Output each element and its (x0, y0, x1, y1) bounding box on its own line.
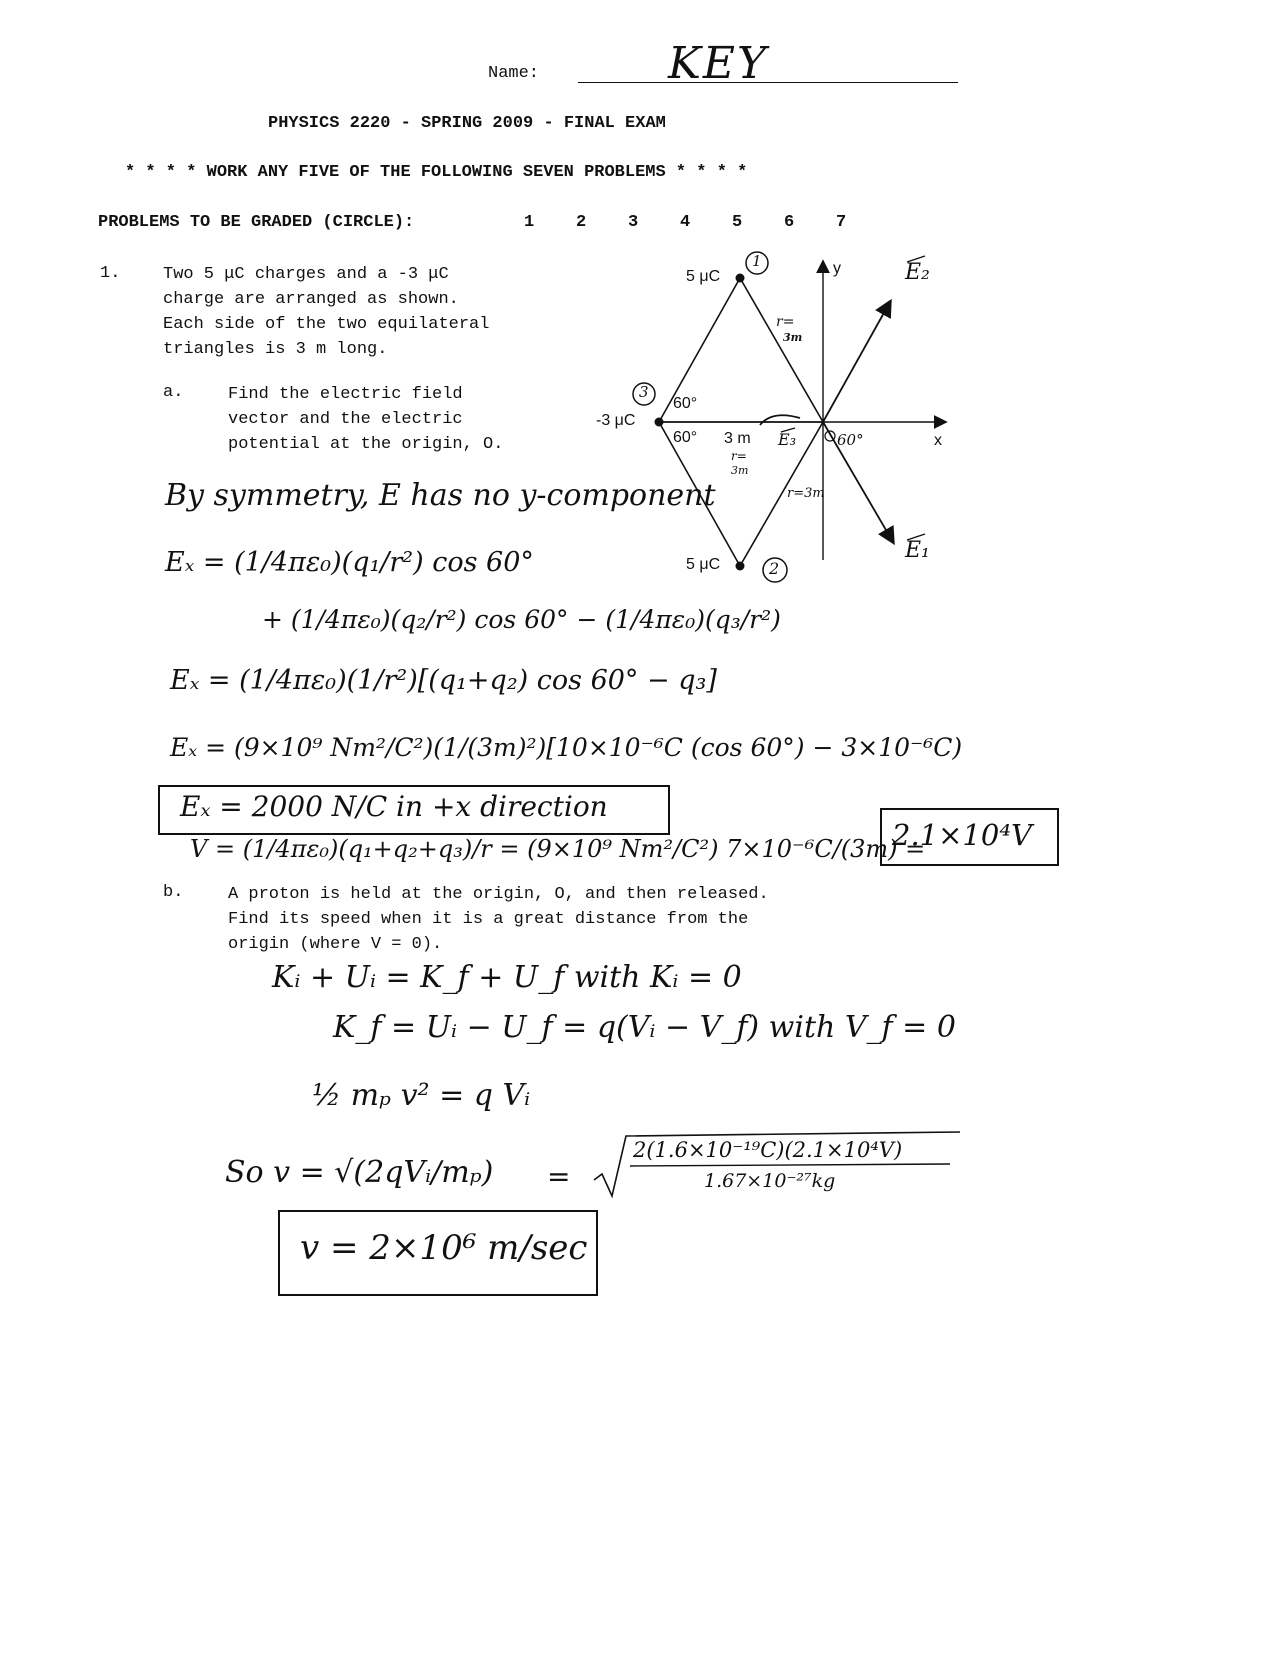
charge-left-label: -3 μC (596, 412, 636, 429)
charge-dot (736, 562, 745, 571)
q3-label: 3 (639, 383, 649, 401)
name-value: KEY (668, 38, 769, 89)
q1-label: 1 (752, 252, 762, 270)
charge-bottom-label: 5 μC (686, 556, 721, 573)
problem-number-label: 1. (100, 264, 121, 283)
symmetry-note: By symmetry, E has no y-component (165, 478, 716, 513)
problem-number[interactable]: 2 (576, 213, 587, 232)
e2-label: E₂ (905, 260, 930, 285)
r-mid-label: r= (731, 449, 747, 463)
e3-label: E₃ (778, 430, 797, 449)
part-b-label: b. (163, 883, 184, 902)
part-a-line: potential at the origin, O. (228, 435, 504, 454)
ex-answer: Eₓ = 2000 N/C in +x direction (180, 790, 608, 823)
name-label: Name: (488, 64, 540, 83)
angle-lower: 60° (673, 429, 698, 446)
part-a-label: a. (163, 383, 184, 402)
problem-number[interactable]: 4 (680, 213, 691, 232)
angle-right: 60° (837, 431, 864, 449)
speed-equals: = (547, 1160, 571, 1193)
energy-equation-3: ½ mₚ v² = q Vᵢ (312, 1078, 531, 1113)
part-a-line: Find the electric field (228, 385, 463, 404)
q2-label: 2 (769, 559, 780, 578)
problem-number[interactable]: 1 (524, 213, 535, 232)
charge-top-label: 5 μC (686, 268, 721, 285)
problem-number[interactable]: 5 (732, 213, 743, 232)
charge-dot (655, 418, 664, 427)
part-b-text (228, 882, 769, 957)
problem-number[interactable]: 7 (836, 213, 847, 232)
speed-numerator: 2(1.6×10⁻¹⁹C)(2.1×10⁴V) (633, 1138, 903, 1162)
charge-dot (736, 274, 745, 283)
energy-equation-2: K_f = Uᵢ − U_f = q(Vᵢ − V_f) with V_f = 0 (333, 1010, 956, 1045)
r-top-value: 3m (783, 331, 803, 344)
ex-equation-line1: Eₓ = (1/4πε₀)(q₁/r²) cos 60° (165, 547, 534, 578)
part-b-line: origin (where V = 0). (228, 935, 443, 954)
speed-denominator: 1.67×10⁻²⁷kg (704, 1170, 836, 1192)
statement-line: Each side of the two equilateral (163, 315, 490, 334)
e1-label: E₁ (905, 538, 930, 563)
speed-formula: So v = √(2qVᵢ/mₚ) (225, 1155, 494, 1190)
x-axis-label: x (934, 432, 942, 449)
part-a-line: vector and the electric (228, 410, 463, 429)
statement-line: charge are arranged as shown. (163, 290, 459, 309)
part-b-line: A proton is held at the origin, O, and then released. (228, 885, 769, 904)
e3-vector (760, 415, 800, 425)
ex-equation-line3: Eₓ = (1/4πε₀)(1/r²)[(q₁+q₂) cos 60° − q₃] (170, 665, 717, 696)
exam-instructions: * * * * WORK ANY FIVE OF THE FOLLOWING SEVEN PROBLEMS * * * * (125, 163, 748, 182)
problem-number[interactable]: 3 (628, 213, 639, 232)
problem-number[interactable]: 6 (784, 213, 795, 232)
y-axis-label: y (833, 260, 841, 277)
graded-label: PROBLEMS TO BE GRADED (CIRCLE): (98, 213, 415, 232)
ex-equation-line4: Eₓ = (9×10⁹ Nm²/C²)(1/(3m)²)[10×10⁻⁶C (cos 60°) − 3×10⁻⁶C) (170, 733, 963, 762)
e2-vector (823, 302, 890, 422)
r-bottom-label: r=3m (787, 486, 825, 501)
potential-equation: V = (1/4πε₀)(q₁+q₂+q₃)/r = (9×10⁹ Nm²/C²) 7×10⁻⁶C/(3m) = (190, 835, 926, 863)
energy-equation-1: Kᵢ + Uᵢ = K_f + U_f with Kᵢ = 0 (272, 960, 742, 995)
r-top-label: r= (776, 314, 795, 330)
angle-upper: 60° (673, 395, 698, 412)
exam-title: PHYSICS 2220 - SPRING 2009 - FINAL EXAM (268, 114, 666, 133)
origin-label (825, 426, 826, 427)
part-b-line: Find its speed when it is a great distance from the (228, 910, 749, 929)
statement-line: Two 5 μC charges and a -3 μC (163, 265, 449, 284)
potential-answer: 2.1×10⁴V (892, 818, 1032, 852)
statement-line: triangles is 3 m long. (163, 340, 388, 359)
r-mid-value: 3m (731, 464, 749, 477)
ex-equation-line2: + (1/4πε₀)(q₂/r²) cos 60° − (1/4πε₀)(q₃/r²) (262, 605, 781, 634)
speed-answer: v = 2×10⁶ m/sec (300, 1228, 588, 1268)
side-length-label: 3 m (724, 430, 751, 447)
